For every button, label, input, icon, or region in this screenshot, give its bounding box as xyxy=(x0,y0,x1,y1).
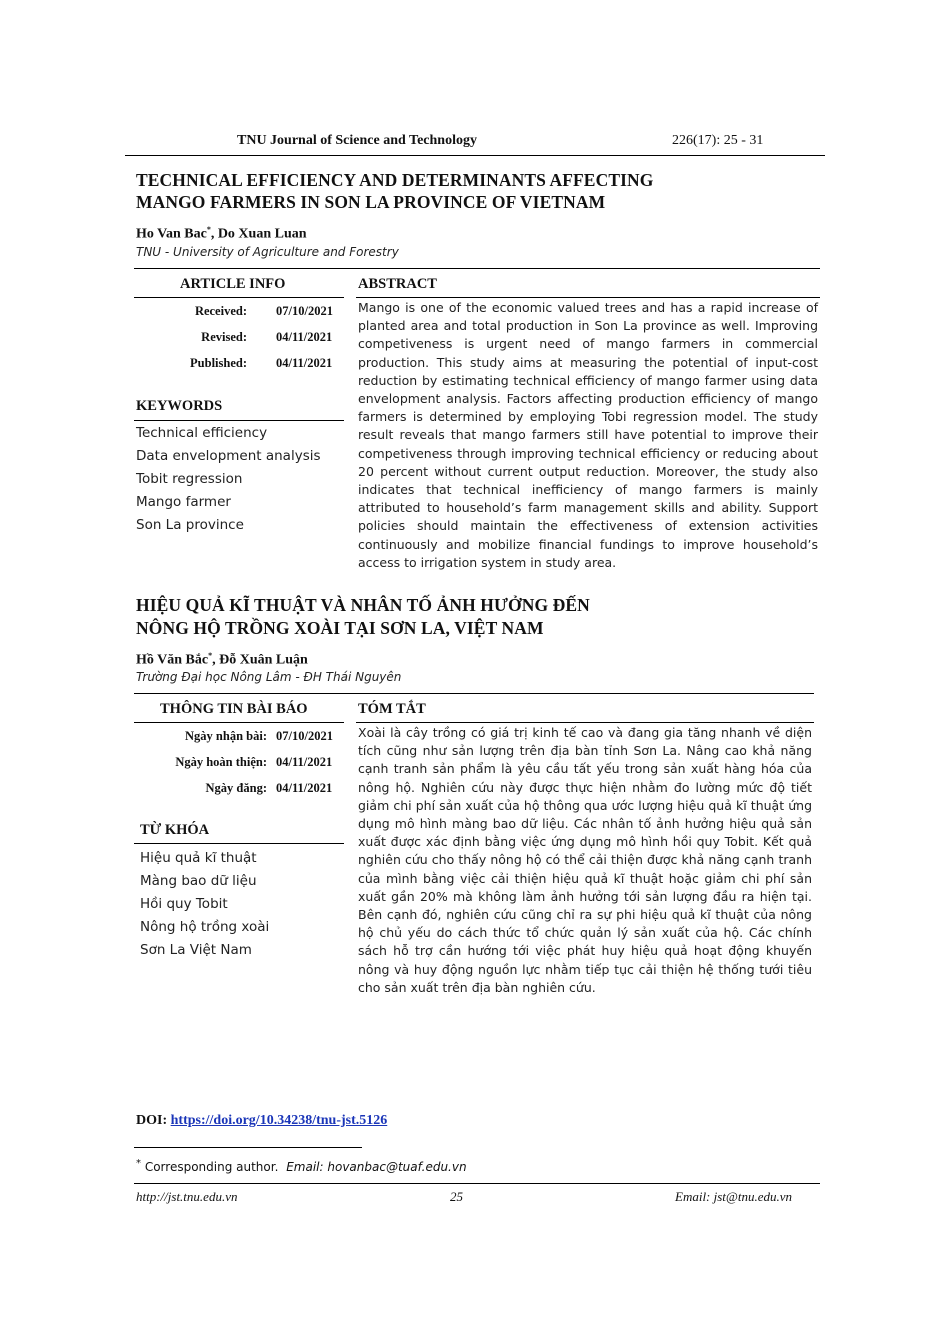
vietnamese-title-line-2: NÔNG HỘ TRỒNG XOÀI TẠI SƠN LA, VIỆT NAM xyxy=(136,618,544,638)
journal-name: TNU Journal of Science and Technology xyxy=(237,133,477,148)
footer-rule xyxy=(134,1183,820,1184)
footer-url[interactable]: http://jst.tnu.edu.vn xyxy=(136,1189,238,1204)
vietnamese-authors xyxy=(136,651,308,669)
doi-link[interactable]: https://doi.org/10.34238/tnu-jst.5126 xyxy=(170,1113,388,1128)
author-star: * xyxy=(206,225,211,234)
keyword-item-vi: Hồi quy Tobit xyxy=(140,896,228,912)
volume-pages: 226(17): 25 - 31 xyxy=(672,133,764,148)
article-info-heading-vi: THÔNG TIN BÀI BÁO xyxy=(160,701,308,717)
revised-date-vi: 04/11/2021 xyxy=(276,755,333,769)
received-label-vi: Ngày nhận bài: xyxy=(185,729,267,743)
vietnamese-affiliation: Trường Đại học Nông Lâm - ĐH Thái Nguyên xyxy=(136,670,402,684)
footnote-star: * xyxy=(136,1158,141,1169)
article-info-rule-vi xyxy=(134,722,344,723)
header-rule xyxy=(125,155,825,156)
article-info-heading: ARTICLE INFO xyxy=(180,276,286,292)
vietnamese-section-rule-top xyxy=(134,693,814,694)
doi-line xyxy=(136,1113,387,1129)
received-label: Received: xyxy=(194,304,247,318)
keywords-heading-vi: TỪ KHÓA xyxy=(140,822,210,838)
article-info-rule xyxy=(134,297,344,298)
abstract-rule-vi xyxy=(356,722,814,723)
keywords-heading: KEYWORDS xyxy=(136,398,223,414)
author-star: * xyxy=(208,651,213,660)
published-label: Published: xyxy=(190,356,247,370)
footnote-rule xyxy=(134,1147,362,1148)
keyword-item-vi: Nông hộ trồng xoài xyxy=(140,919,270,935)
keyword-item: Mango farmer xyxy=(136,494,231,510)
published-label-vi: Ngày đăng: xyxy=(205,781,267,795)
footnote-email: Email: hovanbac@tuaf.edu.vn xyxy=(286,1160,467,1174)
keyword-item-vi: Sơn La Việt Nam xyxy=(140,942,252,958)
published-date-vi: 04/11/2021 xyxy=(276,781,333,795)
keyword-item-vi: Hiệu quả kĩ thuật xyxy=(140,850,257,866)
abstract-heading: ABSTRACT xyxy=(358,276,437,292)
abstract-heading-vi: TÓM TẮT xyxy=(358,701,426,717)
doi-label: DOI: xyxy=(136,1113,171,1128)
revised-label-vi: Ngày hoàn thiện: xyxy=(175,755,267,769)
keyword-item: Technical efficiency xyxy=(136,425,268,441)
revised-label: Revised: xyxy=(201,330,247,344)
footer-email[interactable]: Email: jst@tnu.edu.vn xyxy=(675,1189,793,1204)
vietnamese-title-line-1: HIỆU QUẢ KĨ THUẬT VÀ NHÂN TỐ ẢNH HƯỞNG ĐẾN xyxy=(136,595,590,615)
english-affiliation: TNU - University of Agriculture and Forestry xyxy=(136,245,399,259)
keywords-rule-vi xyxy=(134,843,344,844)
keywords-rule xyxy=(134,420,344,421)
published-date: 04/11/2021 xyxy=(276,356,333,370)
vietnamese-abstract-text: Xoài là cây trồng có giá trị kinh tế cao và đang gia tăng nhanh về diện tích cũng như sản lượng trên địa bàn tỉnh Sơn La. Nâng cao khả năng cạnh tranh sản phẩm là yêu cầu tất yếu trong sản xuất hàng hóa của nông hộ. Nghiên cứu này được thực hiện nhằm đo lường mức độ tiết giảm chi phí sản xuất của hộ thông qua ước lượng hiệu quả kĩ thuật ứng dụng mô hình màng bao dữ liệu. Các nhân tố ảnh hưởng hiệu quả sản xuất được xác định bằng việc ứng dụng mô hình hồi quy Tobit. Kết quả nghiên cứu cho thấy nông hộ có thể cải thiện được khả năng cạnh tranh của mình bằng việc cải thiện hiệu quả kĩ thuật hoặc giảm chi phí sản xuất gần 20% mà không làm ảnh hưởng tới sản lượng đầu ra hiện tại. Bên cạnh đó, nghiên cứu cũng chỉ ra sự phi hiệu quả kĩ thuật của nông hộ chủ yếu do cách thức tổ chức quản lý sản xuất của hộ. Các chính sách hỗ trợ cần hướng tới việc phát huy hiệu quả hoạt động khuyến nông và huy động nguồn lực nhằm tiếp tục cải thiện hệ thống tưới tiêu cho sản xuất trên địa bàn nghiên cứu. xyxy=(358,725,812,995)
author-1: Ho Van Bac xyxy=(136,226,207,242)
author-1: Hồ Văn Bắc xyxy=(136,652,209,668)
keyword-item-vi: Màng bao dữ liệu xyxy=(140,873,257,889)
author-2: , Đỗ Xuân Luận xyxy=(212,652,308,668)
english-section-rule-top xyxy=(134,268,820,269)
english-abstract-text: Mango is one of the economic valued trees and has a rapid increase of planted area and total production in Son La province as well. Improving competiveness is urgent need of mango farmers in commercial production. This study aims at measuring the potential of input-cost reduction by estimating technical efficiency of mango farmer using data envelopment analysis. Factors affecting production efficiency of mango farmers is determined by employing Tobi regression model. The study result reveals that mango farmers still have potential to improve their competiveness through improving technical efficiency or reducing about 20 percent without current output reduction. Moreover, the study also indicates that technical inefficiency of mango farmers is mainly attributed to household’s farm management skills and ability. Support policies should maintain the effectiveness of extension activities continuously and mobilize financial fundings to improve household’s access to irrigation system in study area. xyxy=(358,300,818,570)
received-date: 07/10/2021 xyxy=(276,304,333,318)
footnote-label: Corresponding author. xyxy=(144,1160,279,1174)
page-number: 25 xyxy=(450,1189,463,1204)
keyword-item: Tobit regression xyxy=(136,471,243,487)
english-title-line-2: MANGO FARMERS IN SON LA PROVINCE OF VIETNAM xyxy=(136,192,606,212)
revised-date: 04/11/2021 xyxy=(276,330,333,344)
author-2: , Do Xuan Luan xyxy=(210,226,307,242)
keyword-item: Son La province xyxy=(136,517,244,533)
keyword-item: Data envelopment analysis xyxy=(136,448,321,464)
english-title-line-1: TECHNICAL EFFICIENCY AND DETERMINANTS AFFECTING xyxy=(136,170,654,190)
english-authors xyxy=(136,225,307,243)
received-date-vi: 07/10/2021 xyxy=(276,729,333,743)
footnote xyxy=(136,1158,467,1174)
abstract-rule xyxy=(356,297,820,298)
